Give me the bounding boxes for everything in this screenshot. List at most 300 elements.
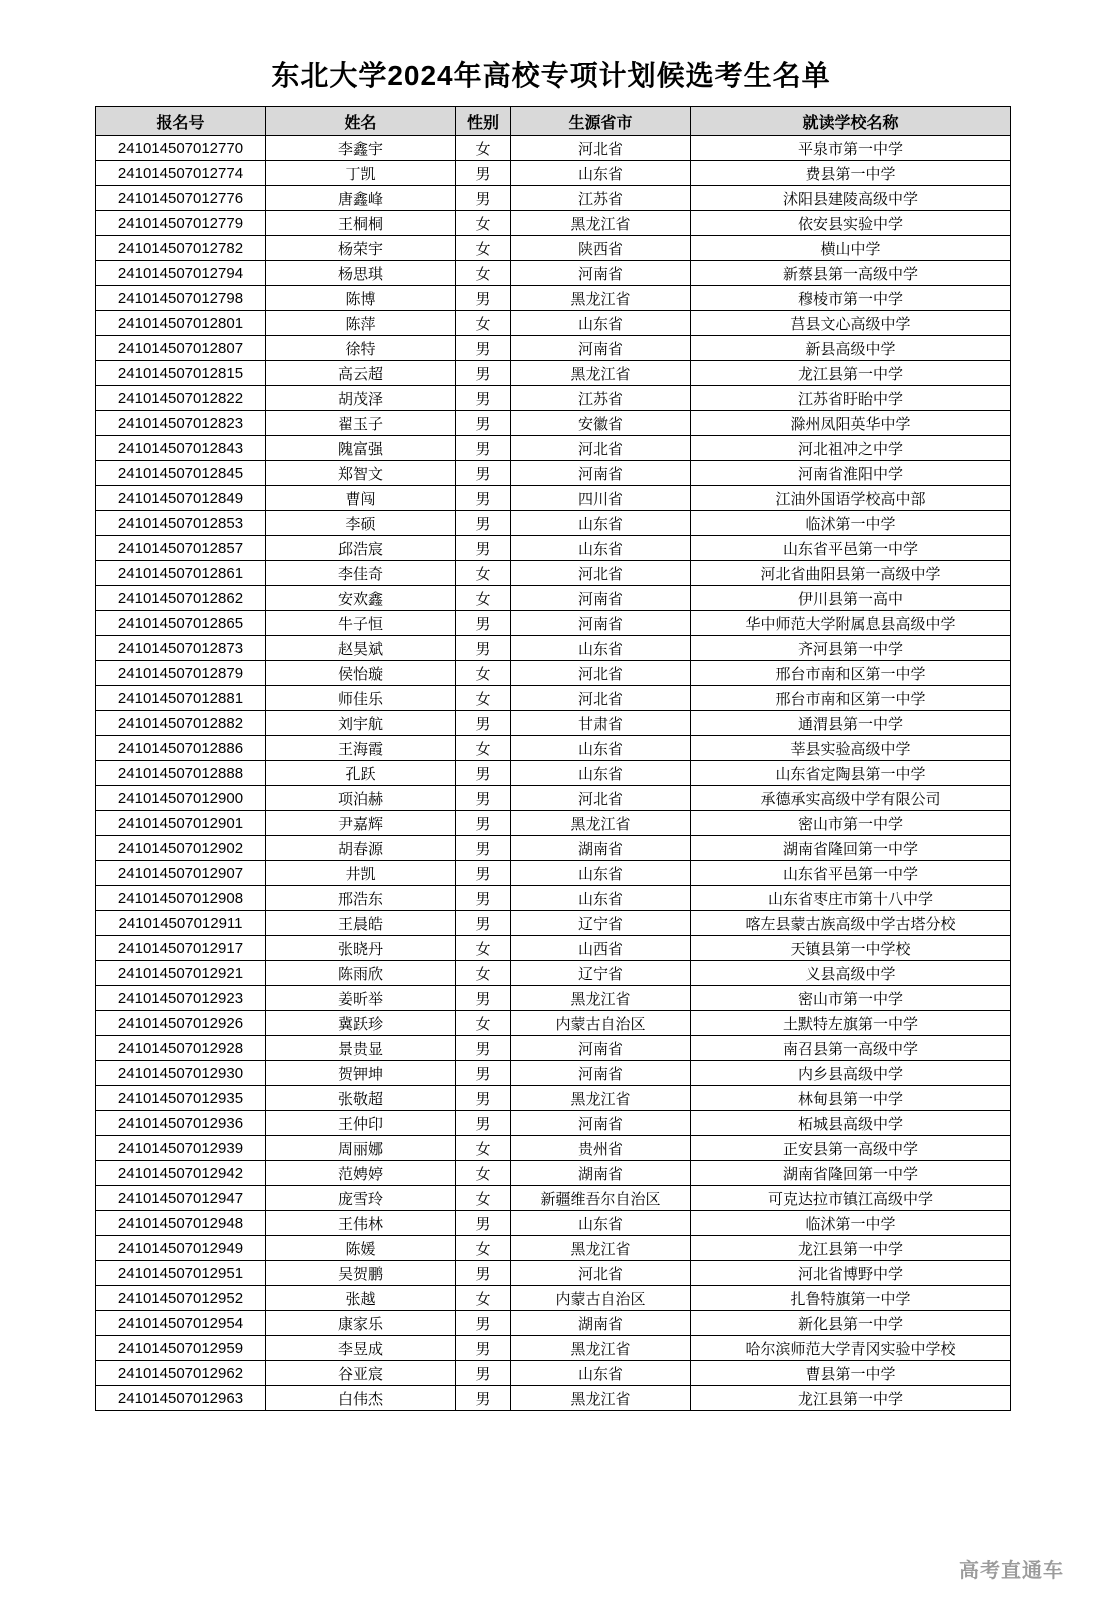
table-cell: 翟玉子 [266, 411, 456, 436]
table-cell: 男 [456, 986, 511, 1011]
table-cell: 241014507012935 [96, 1086, 266, 1111]
table-cell: 山东省 [511, 761, 691, 786]
table-cell: 河南省 [511, 611, 691, 636]
table-header [96, 107, 1011, 136]
page-title: 东北大学2024年高校专项计划候选考生名单 [271, 60, 831, 91]
table-cell: 土默特左旗第一中学 [691, 1011, 1011, 1036]
table-row [96, 586, 1011, 611]
table-cell: 男 [456, 1086, 511, 1111]
table-cell: 241014507012900 [96, 786, 266, 811]
table-row [96, 1261, 1011, 1286]
table-cell: 河北省 [511, 686, 691, 711]
table-row [96, 961, 1011, 986]
table-row [96, 861, 1011, 886]
table-cell: 黑龙江省 [511, 986, 691, 1011]
table-cell: 扎鲁特旗第一中学 [691, 1286, 1011, 1311]
table-cell: 山东省 [511, 311, 691, 336]
table-row [96, 1311, 1011, 1336]
table-cell: 河南省 [511, 261, 691, 286]
table-row [96, 1236, 1011, 1261]
table-cell: 柘城县高级中学 [691, 1111, 1011, 1136]
table-cell: 山东省 [511, 161, 691, 186]
table-cell: 男 [456, 761, 511, 786]
table-cell: 吴贺鹏 [266, 1261, 456, 1286]
table-cell: 241014507012798 [96, 286, 266, 311]
table-row [96, 436, 1011, 461]
table-cell: 241014507012888 [96, 761, 266, 786]
table-cell: 四川省 [511, 486, 691, 511]
table-cell: 241014507012801 [96, 311, 266, 336]
table-row [96, 1211, 1011, 1236]
table-cell: 喀左县蒙古族高级中学古塔分校 [691, 911, 1011, 936]
table-cell: 男 [456, 1311, 511, 1336]
table-cell: 黑龙江省 [511, 1236, 691, 1261]
table-body [96, 136, 1011, 1411]
table-cell: 241014507012807 [96, 336, 266, 361]
table-cell: 师佳乐 [266, 686, 456, 711]
table-cell: 男 [456, 886, 511, 911]
table-cell: 241014507012959 [96, 1336, 266, 1361]
table-cell: 河南省 [511, 461, 691, 486]
table-row [96, 911, 1011, 936]
table-cell: 241014507012907 [96, 861, 266, 886]
table-cell: 安欢鑫 [266, 586, 456, 611]
table-cell: 郑智文 [266, 461, 456, 486]
table-cell: 曹闯 [266, 486, 456, 511]
table-row [96, 1361, 1011, 1386]
table-cell: 张敬超 [266, 1086, 456, 1111]
table-cell: 241014507012923 [96, 986, 266, 1011]
table-cell: 黑龙江省 [511, 1086, 691, 1111]
table-cell: 女 [456, 261, 511, 286]
table-cell: 正安县第一高级中学 [691, 1136, 1011, 1161]
table-row [96, 1086, 1011, 1111]
table-cell: 丁凯 [266, 161, 456, 186]
table-cell: 河北省 [511, 661, 691, 686]
table-row [96, 386, 1011, 411]
table-cell: 241014507012886 [96, 736, 266, 761]
table-cell: 内乡县高级中学 [691, 1061, 1011, 1086]
table-cell: 齐河县第一中学 [691, 636, 1011, 661]
table-cell: 241014507012865 [96, 611, 266, 636]
table-cell: 男 [456, 1061, 511, 1086]
table-row [96, 786, 1011, 811]
table-cell: 山西省 [511, 936, 691, 961]
table-cell: 河北省 [511, 1261, 691, 1286]
table-cell: 南召县第一高级中学 [691, 1036, 1011, 1061]
table-cell: 邱浩宸 [266, 536, 456, 561]
table-cell: 可克达拉市镇江高级中学 [691, 1186, 1011, 1211]
table-cell: 沭阳县建陵高级中学 [691, 186, 1011, 211]
table-header-row [96, 107, 1011, 136]
table-cell: 山东省 [511, 1361, 691, 1386]
table-cell: 男 [456, 836, 511, 861]
table-cell: 费县第一中学 [691, 161, 1011, 186]
table-cell: 陈雨欣 [266, 961, 456, 986]
table-row [96, 611, 1011, 636]
table-cell: 241014507012939 [96, 1136, 266, 1161]
table-cell: 241014507012849 [96, 486, 266, 511]
table-row [96, 486, 1011, 511]
table-row [96, 511, 1011, 536]
table-cell: 井凯 [266, 861, 456, 886]
table-cell: 241014507012822 [96, 386, 266, 411]
table-cell: 241014507012845 [96, 461, 266, 486]
table-cell: 241014507012954 [96, 1311, 266, 1336]
table-cell: 临沭第一中学 [691, 511, 1011, 536]
table-cell: 杨思琪 [266, 261, 456, 286]
table-cell: 陕西省 [511, 236, 691, 261]
table-cell: 241014507012949 [96, 1236, 266, 1261]
table-cell: 男 [456, 911, 511, 936]
table-cell: 新化县第一中学 [691, 1311, 1011, 1336]
table-cell: 女 [456, 136, 511, 161]
table-cell: 241014507012882 [96, 711, 266, 736]
table-cell: 湖南省 [511, 1161, 691, 1186]
table-row [96, 1336, 1011, 1361]
table-cell: 男 [456, 386, 511, 411]
table-cell: 男 [456, 1036, 511, 1061]
table-cell: 依安县实验中学 [691, 211, 1011, 236]
table-cell: 山东省定陶县第一中学 [691, 761, 1011, 786]
table-cell: 男 [456, 161, 511, 186]
table-cell: 湖南省 [511, 836, 691, 861]
table-cell: 景贵显 [266, 1036, 456, 1061]
table-row [96, 211, 1011, 236]
table-cell: 河北省曲阳县第一高级中学 [691, 561, 1011, 586]
table-cell: 241014507012942 [96, 1161, 266, 1186]
table-cell: 辽宁省 [511, 961, 691, 986]
table-cell: 河南省 [511, 336, 691, 361]
table-cell: 陈博 [266, 286, 456, 311]
table-cell: 241014507012774 [96, 161, 266, 186]
table-cell: 王晨皓 [266, 911, 456, 936]
table-cell: 黑龙江省 [511, 811, 691, 836]
table-row [96, 736, 1011, 761]
table-cell: 山东省 [511, 511, 691, 536]
table-cell: 李昱成 [266, 1336, 456, 1361]
table-row [96, 636, 1011, 661]
table-cell: 女 [456, 661, 511, 686]
table-cell: 241014507012948 [96, 1211, 266, 1236]
table-cell: 241014507012815 [96, 361, 266, 386]
table-cell: 新蔡县第一高级中学 [691, 261, 1011, 286]
table-row [96, 761, 1011, 786]
table-cell: 义县高级中学 [691, 961, 1011, 986]
table-cell: 伊川县第一高中 [691, 586, 1011, 611]
table-cell: 男 [456, 861, 511, 886]
table-row [96, 286, 1011, 311]
table-cell: 男 [456, 486, 511, 511]
table-cell: 241014507012853 [96, 511, 266, 536]
table-row [96, 886, 1011, 911]
table-row [96, 311, 1011, 336]
table-cell: 男 [456, 1261, 511, 1286]
table-cell: 范娉婷 [266, 1161, 456, 1186]
table-row [96, 1386, 1011, 1411]
table-cell: 女 [456, 1161, 511, 1186]
table-cell: 241014507012843 [96, 436, 266, 461]
table-cell: 莒县文心高级中学 [691, 311, 1011, 336]
table-cell: 241014507012962 [96, 1361, 266, 1386]
table-cell: 哈尔滨师范大学青冈实验中学校 [691, 1336, 1011, 1361]
table-cell: 周丽娜 [266, 1136, 456, 1161]
table-cell: 山东省 [511, 861, 691, 886]
table-cell: 女 [456, 311, 511, 336]
table-cell: 平泉市第一中学 [691, 136, 1011, 161]
table-cell: 女 [456, 1136, 511, 1161]
table-row [96, 1286, 1011, 1311]
table-cell: 男 [456, 286, 511, 311]
table-cell: 男 [456, 436, 511, 461]
table-cell: 龙江县第一中学 [691, 1386, 1011, 1411]
table-row [96, 686, 1011, 711]
table-cell: 241014507012917 [96, 936, 266, 961]
candidate-table [95, 106, 1011, 1411]
table-cell: 男 [456, 411, 511, 436]
table-cell: 承德承实高级中学有限公司 [691, 786, 1011, 811]
table-cell: 甘肃省 [511, 711, 691, 736]
table-cell: 李鑫宇 [266, 136, 456, 161]
table-cell: 241014507012952 [96, 1286, 266, 1311]
table-cell: 胡茂泽 [266, 386, 456, 411]
table-cell: 河北省 [511, 136, 691, 161]
table-cell: 湖南省隆回第一中学 [691, 1161, 1011, 1186]
table-cell: 龙江县第一中学 [691, 361, 1011, 386]
table-cell: 通渭县第一中学 [691, 711, 1011, 736]
table-cell: 女 [456, 1186, 511, 1211]
table-cell: 山东省枣庄市第十八中学 [691, 886, 1011, 911]
table-cell: 241014507012926 [96, 1011, 266, 1036]
table-row [96, 361, 1011, 386]
table-cell: 241014507012928 [96, 1036, 266, 1061]
table-cell: 黑龙江省 [511, 1336, 691, 1361]
table-cell: 密山市第一中学 [691, 811, 1011, 836]
table-cell: 山东省 [511, 636, 691, 661]
table-cell: 山东省 [511, 1211, 691, 1236]
table-cell: 湖南省隆回第一中学 [691, 836, 1011, 861]
table-cell: 江苏省盱眙中学 [691, 386, 1011, 411]
table-cell: 黑龙江省 [511, 211, 691, 236]
table-cell: 男 [456, 786, 511, 811]
table-cell: 男 [456, 636, 511, 661]
table-cell: 河南省 [511, 1036, 691, 1061]
table-row [96, 811, 1011, 836]
table-cell: 241014507012901 [96, 811, 266, 836]
table-cell: 滁州凤阳英华中学 [691, 411, 1011, 436]
table-cell: 庞雪玲 [266, 1186, 456, 1211]
table-cell: 曹县第一中学 [691, 1361, 1011, 1386]
table-cell: 241014507012873 [96, 636, 266, 661]
table-cell: 女 [456, 1011, 511, 1036]
table-row [96, 936, 1011, 961]
table-cell: 黑龙江省 [511, 361, 691, 386]
table-cell: 男 [456, 1211, 511, 1236]
table-cell: 赵昊斌 [266, 636, 456, 661]
table-cell: 241014507012881 [96, 686, 266, 711]
table-cell: 莘县实验高级中学 [691, 736, 1011, 761]
table-cell: 徐特 [266, 336, 456, 361]
table-cell: 邢台市南和区第一中学 [691, 661, 1011, 686]
table-cell: 侯怡璇 [266, 661, 456, 686]
table-cell: 山东省 [511, 736, 691, 761]
table-row [96, 161, 1011, 186]
table-cell: 河南省 [511, 1061, 691, 1086]
table-cell: 刘宇航 [266, 711, 456, 736]
table-cell: 241014507012936 [96, 1111, 266, 1136]
table-cell: 安徽省 [511, 411, 691, 436]
table-row [96, 1161, 1011, 1186]
column-header: 性别 [456, 107, 511, 136]
table-cell: 高云超 [266, 361, 456, 386]
table-cell: 女 [456, 686, 511, 711]
table-cell: 男 [456, 511, 511, 536]
table-cell: 李硕 [266, 511, 456, 536]
table-row [96, 1036, 1011, 1061]
table-cell: 河北省 [511, 436, 691, 461]
table-cell: 河北省 [511, 561, 691, 586]
table-cell: 女 [456, 1236, 511, 1261]
table-cell: 冀跃珍 [266, 1011, 456, 1036]
table-cell: 男 [456, 1336, 511, 1361]
table-cell: 黑龙江省 [511, 286, 691, 311]
table-cell: 牛子恒 [266, 611, 456, 636]
table-row [96, 236, 1011, 261]
table-cell: 江苏省 [511, 186, 691, 211]
table-row [96, 836, 1011, 861]
table-cell: 内蒙古自治区 [511, 1286, 691, 1311]
table-cell: 山东省平邑第一中学 [691, 536, 1011, 561]
table-cell: 临沭第一中学 [691, 1211, 1011, 1236]
table-cell: 241014507012861 [96, 561, 266, 586]
table-cell: 241014507012862 [96, 586, 266, 611]
table-cell: 男 [456, 611, 511, 636]
table-cell: 陈萍 [266, 311, 456, 336]
table-cell: 男 [456, 1386, 511, 1411]
table-cell: 241014507012857 [96, 536, 266, 561]
table-cell: 王桐桐 [266, 211, 456, 236]
table-cell: 王仲印 [266, 1111, 456, 1136]
table-row [96, 661, 1011, 686]
table-cell: 女 [456, 211, 511, 236]
table-cell: 孔跃 [266, 761, 456, 786]
table-row [96, 186, 1011, 211]
table-row [96, 1186, 1011, 1211]
table-cell: 贺钾坤 [266, 1061, 456, 1086]
table-cell: 女 [456, 936, 511, 961]
table-cell: 杨荣宇 [266, 236, 456, 261]
table-cell: 241014507012879 [96, 661, 266, 686]
table-row [96, 336, 1011, 361]
table-cell: 山东省 [511, 886, 691, 911]
table-cell: 男 [456, 711, 511, 736]
column-header: 姓名 [266, 107, 456, 136]
table-cell: 男 [456, 186, 511, 211]
table-cell: 241014507012951 [96, 1261, 266, 1286]
column-header: 生源省市 [511, 107, 691, 136]
table-row [96, 1136, 1011, 1161]
table-cell: 王海霞 [266, 736, 456, 761]
table-cell: 王伟林 [266, 1211, 456, 1236]
table-cell: 新疆维吾尔自治区 [511, 1186, 691, 1211]
table-cell: 女 [456, 586, 511, 611]
table-cell: 241014507012902 [96, 836, 266, 861]
table-cell: 男 [456, 1361, 511, 1386]
table-row [96, 1011, 1011, 1036]
table-cell: 邢台市南和区第一中学 [691, 686, 1011, 711]
table-row [96, 561, 1011, 586]
table-cell: 女 [456, 736, 511, 761]
table-row [96, 711, 1011, 736]
table-cell: 河南省 [511, 1111, 691, 1136]
table-cell: 241014507012770 [96, 136, 266, 161]
table-row [96, 1111, 1011, 1136]
table-row [96, 536, 1011, 561]
table-row [96, 411, 1011, 436]
table-cell: 密山市第一中学 [691, 986, 1011, 1011]
table-cell: 241014507012794 [96, 261, 266, 286]
table-cell: 河南省 [511, 586, 691, 611]
table-cell: 黑龙江省 [511, 1386, 691, 1411]
table-cell: 241014507012963 [96, 1386, 266, 1411]
table-cell: 241014507012908 [96, 886, 266, 911]
table-row [96, 1061, 1011, 1086]
table-cell: 贵州省 [511, 1136, 691, 1161]
table-cell: 241014507012776 [96, 186, 266, 211]
table-cell: 龙江县第一中学 [691, 1236, 1011, 1261]
table-cell: 男 [456, 461, 511, 486]
table-cell: 尹嘉辉 [266, 811, 456, 836]
table-cell: 项泊赫 [266, 786, 456, 811]
table-cell: 天镇县第一中学校 [691, 936, 1011, 961]
table-row [96, 136, 1011, 161]
table-cell: 女 [456, 561, 511, 586]
table-cell: 内蒙古自治区 [511, 1011, 691, 1036]
column-header: 报名号 [96, 107, 266, 136]
table-cell: 241014507012930 [96, 1061, 266, 1086]
table-row [96, 986, 1011, 1011]
table-cell: 女 [456, 961, 511, 986]
table-cell: 河北省博野中学 [691, 1261, 1011, 1286]
table-cell: 男 [456, 536, 511, 561]
table-cell: 华中师范大学附属息县高级中学 [691, 611, 1011, 636]
column-header: 就读学校名称 [691, 107, 1011, 136]
table-cell: 张越 [266, 1286, 456, 1311]
table-cell: 女 [456, 236, 511, 261]
table-cell: 胡春源 [266, 836, 456, 861]
table-cell: 241014507012823 [96, 411, 266, 436]
table-cell: 隗富强 [266, 436, 456, 461]
table-cell: 河北省 [511, 786, 691, 811]
table-cell: 唐鑫峰 [266, 186, 456, 211]
table-cell: 河北祖冲之中学 [691, 436, 1011, 461]
table-cell: 张晓丹 [266, 936, 456, 961]
watermark-text: 高考直通车 [959, 1560, 1064, 1582]
table-cell: 江油外国语学校高中部 [691, 486, 1011, 511]
table-cell: 男 [456, 1111, 511, 1136]
table-cell: 辽宁省 [511, 911, 691, 936]
table-cell: 谷亚宸 [266, 1361, 456, 1386]
table-cell: 241014507012921 [96, 961, 266, 986]
table-cell: 241014507012947 [96, 1186, 266, 1211]
table-cell: 穆棱市第一中学 [691, 286, 1011, 311]
table-cell: 新县高级中学 [691, 336, 1011, 361]
table-cell: 康家乐 [266, 1311, 456, 1336]
table-cell: 湖南省 [511, 1311, 691, 1336]
table-cell: 男 [456, 336, 511, 361]
table-cell: 陈媛 [266, 1236, 456, 1261]
table-cell: 男 [456, 811, 511, 836]
